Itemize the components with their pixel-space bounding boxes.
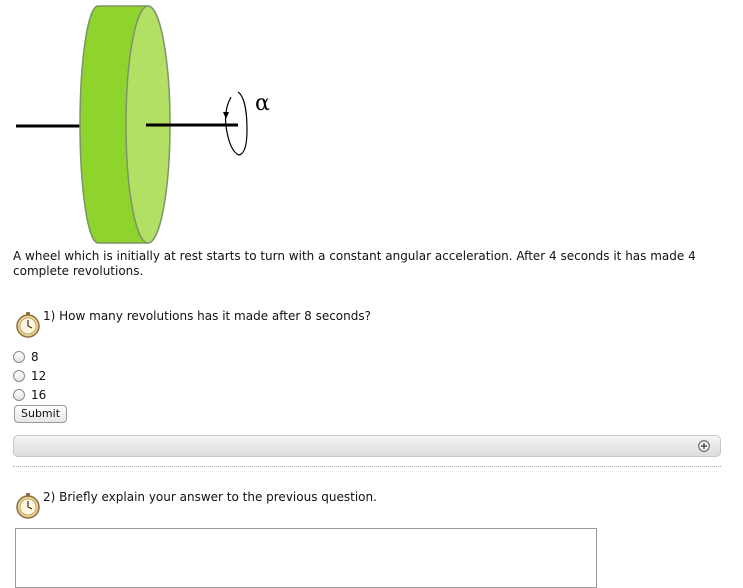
question-1-header bbox=[15, 307, 715, 337]
radio-button[interactable] bbox=[13, 351, 25, 363]
stopwatch-icon bbox=[15, 311, 41, 339]
plus-circle-icon[interactable] bbox=[698, 440, 710, 452]
collapsed-panel[interactable] bbox=[13, 435, 721, 457]
option-12[interactable] bbox=[13, 366, 46, 385]
question-2-text: 2) Briefly explain your answer to the previous question. bbox=[43, 490, 377, 504]
option-label: 12 bbox=[31, 368, 47, 383]
angular-acceleration-symbol: α bbox=[255, 91, 270, 116]
answer-textarea[interactable] bbox=[15, 528, 597, 588]
radio-button[interactable] bbox=[13, 370, 25, 382]
rotation-arrowhead-icon bbox=[223, 112, 229, 119]
option-label: 8 bbox=[31, 349, 39, 364]
option-label: 16 bbox=[31, 387, 47, 402]
option-8[interactable] bbox=[13, 347, 46, 366]
question-1-text: 1) How many revolutions has it made after 8 seconds? bbox=[43, 309, 371, 323]
submit-button[interactable]: Submit bbox=[14, 405, 67, 423]
problem-statement: A wheel which is initially at rest starts to turn with a constant angular acceleration. After 4 seconds it has made 4 complete revolutions. bbox=[13, 249, 696, 278]
wheel-diagram bbox=[0, 0, 300, 248]
dotted-divider bbox=[13, 466, 721, 467]
question-2-header bbox=[15, 488, 715, 518]
radio-button[interactable] bbox=[13, 389, 25, 401]
answer-options bbox=[13, 347, 46, 404]
stopwatch-icon bbox=[15, 492, 41, 520]
option-16[interactable] bbox=[13, 385, 46, 404]
